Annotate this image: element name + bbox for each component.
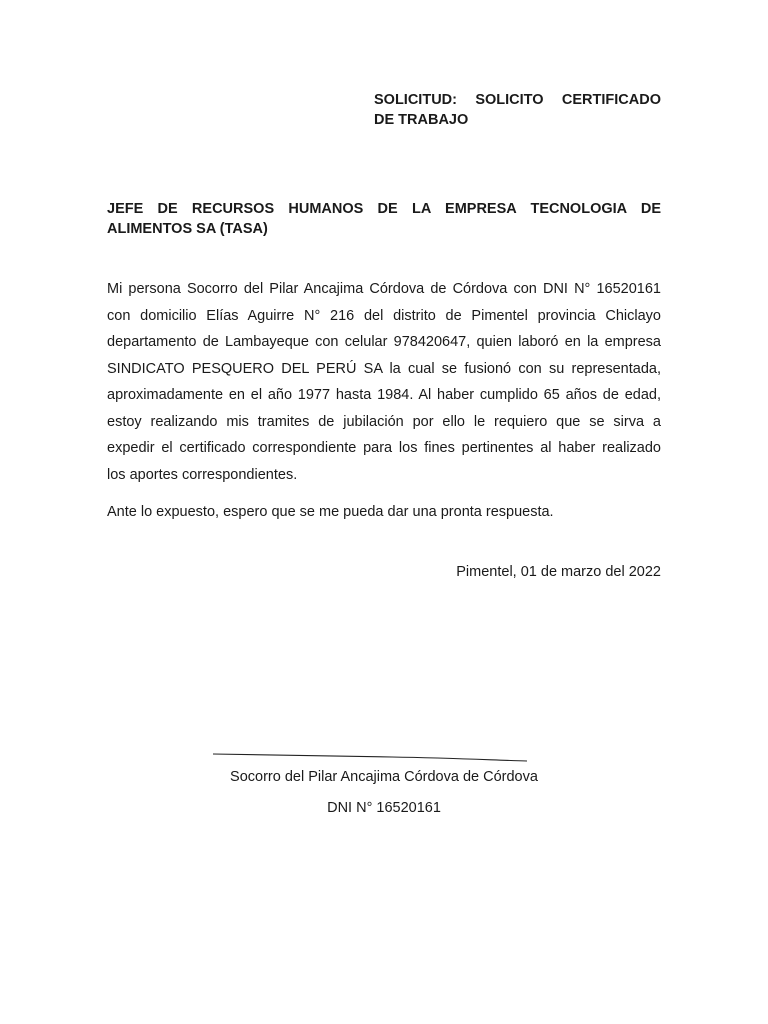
- closing-paragraph: Ante lo expuesto, espero que se me pueda dar una pronta respuesta.: [107, 504, 554, 520]
- date-line: Pimentel, 01 de marzo del 2022: [456, 564, 661, 580]
- body-line: expedir el certificado correspondiente para los fines pertinentes al haber realizado: [107, 440, 661, 456]
- recipient-line-2: ALIMENTOS SA (TASA): [107, 221, 268, 237]
- recipient-line-1: JEFE DE RECURSOS HUMANOS DE LA EMPRESA TECNOLOGIA DE: [107, 201, 661, 217]
- subject-heading: [374, 90, 661, 130]
- subject-line-1: SOLICITUD: SOLICITO CERTIFICADO: [374, 92, 661, 108]
- body-line: departamento de Lambayeque con celular 978420647, quien laboró en la empresa: [107, 334, 661, 350]
- signature-dni: DNI N° 16520161: [327, 800, 441, 816]
- body-line: SINDICATO PESQUERO DEL PERÚ SA la cual se fusionó con su representada,: [107, 360, 661, 377]
- signature-name: Socorro del Pilar Ancajima Córdova de Córdova: [230, 769, 538, 785]
- body-line: los aportes correspondientes.: [107, 466, 298, 483]
- body-line: Mi persona Socorro del Pilar Ancajima Córdova de Córdova con DNI N° 16520161: [107, 281, 661, 297]
- signature-line: [212, 752, 528, 766]
- body-line: aproximadamente en el año 1977 hasta 1984. Al haber cumplido 65 años de edad,: [107, 387, 661, 403]
- subject-line-2: DE TRABAJO: [374, 112, 469, 128]
- body-paragraph: [107, 276, 661, 488]
- recipient-heading: [107, 199, 661, 239]
- body-line: con domicilio Elías Aguirre N° 216 del distrito de Pimentel provincia Chiclayo: [107, 307, 661, 324]
- body-line: estoy realizando mis tramites de jubilación por ello le requiero que se sirva a: [107, 413, 661, 430]
